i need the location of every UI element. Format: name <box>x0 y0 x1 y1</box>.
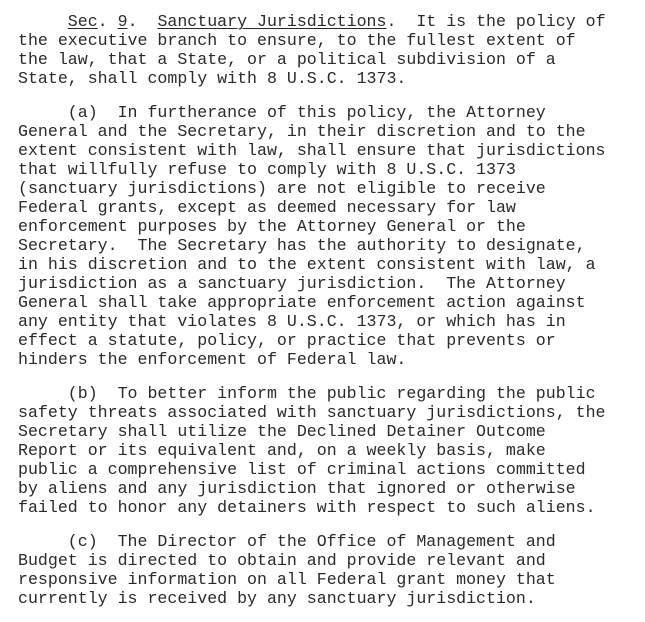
section-9-policy-paragraph <box>18 12 635 88</box>
text-line <box>18 570 635 589</box>
text-line <box>18 498 635 517</box>
text-line <box>18 293 635 312</box>
text-line <box>18 312 635 331</box>
text-segment: the executive branch to ensure, to the fullest extent of <box>18 31 576 50</box>
underlined-text-segment: Sec <box>67 12 98 31</box>
text-line <box>18 589 635 608</box>
text-line <box>18 69 635 88</box>
text-line <box>18 50 635 69</box>
text-segment: enforcement purposes by the Attorney General or the <box>18 217 526 236</box>
text-segment: currently is received by any sanctuary jurisdiction. <box>18 589 536 608</box>
text-segment: Report or its equivalent and, on a weekly basis, make <box>18 441 546 460</box>
text-line <box>18 532 635 551</box>
text-segment: Secretary shall utilize the Declined Detainer Outcome <box>18 422 546 441</box>
text-line <box>18 350 635 369</box>
text-segment: by aliens and any jurisdiction that ignored or otherwise <box>18 479 576 498</box>
text-line <box>18 479 635 498</box>
text-segment: (a) In furtherance of this policy, the Attorney <box>18 103 546 122</box>
text-line <box>18 236 635 255</box>
subsection-c-paragraph <box>18 532 635 608</box>
text-line <box>18 441 635 460</box>
text-line <box>18 384 635 403</box>
text-segment: (sanctuary jurisdictions) are not eligible to receive <box>18 179 546 198</box>
text-segment: safety threats associated with sanctuary jurisdictions, the <box>18 403 606 422</box>
text-segment: the law, that a State, or a political subdivision of a <box>18 50 556 69</box>
text-segment <box>18 12 68 31</box>
text-segment: that willfully refuse to comply with 8 U.S.C. 1373 <box>18 160 516 179</box>
text-segment: public a comprehensive list of criminal actions committed <box>18 460 586 479</box>
text-segment: General shall take appropriate enforcement action against <box>18 293 586 312</box>
text-segment: jurisdiction as a sanctuary jurisdiction. The Attorney <box>18 274 566 293</box>
text-segment: responsive information on all Federal grant money that <box>18 570 556 589</box>
text-segment: Secretary. The Secretary has the authority to designate, <box>18 236 586 255</box>
text-segment: effect a statute, policy, or practice that prevents or <box>18 331 556 350</box>
text-line <box>18 422 635 441</box>
subsection-b-paragraph <box>18 384 635 517</box>
text-segment: General and the Secretary, in their discretion and to the <box>18 122 586 141</box>
text-segment: hinders the enforcement of Federal law. <box>18 350 407 369</box>
text-line <box>18 217 635 236</box>
text-line <box>18 551 635 570</box>
text-line <box>18 331 635 350</box>
text-line <box>18 122 635 141</box>
text-segment: Budget is directed to obtain and provide relevant and <box>18 551 546 570</box>
text-segment: failed to honor any detainers with respect to such aliens. <box>18 498 596 517</box>
underlined-text-segment: 9 <box>117 12 128 31</box>
text-segment: Federal grants, except as deemed necessary for law <box>18 198 516 217</box>
text-segment: any entity that violates 8 U.S.C. 1373, or which has in <box>18 312 566 331</box>
text-line <box>18 160 635 179</box>
subsection-a-paragraph <box>18 103 635 369</box>
underlined-text-segment: Sanctuary Jurisdictions <box>157 12 387 31</box>
text-line <box>18 274 635 293</box>
text-segment: extent consistent with law, shall ensure that jurisdictions <box>18 141 606 160</box>
text-line <box>18 255 635 274</box>
text-line <box>18 12 635 31</box>
text-segment: . <box>127 12 158 31</box>
text-segment: . It is the policy of <box>386 12 606 31</box>
text-line <box>18 198 635 217</box>
text-segment: . <box>97 12 118 31</box>
text-segment: (b) To better inform the public regarding the public <box>18 384 596 403</box>
text-line <box>18 31 635 50</box>
text-line <box>18 460 635 479</box>
text-line <box>18 141 635 160</box>
text-segment: State, shall comply with 8 U.S.C. 1373. <box>18 69 407 88</box>
text-line <box>18 179 635 198</box>
text-line <box>18 103 635 122</box>
text-line <box>18 403 635 422</box>
text-segment: in his discretion and to the extent consistent with law, a <box>18 255 596 274</box>
text-segment: (c) The Director of the Office of Management and <box>18 532 556 551</box>
